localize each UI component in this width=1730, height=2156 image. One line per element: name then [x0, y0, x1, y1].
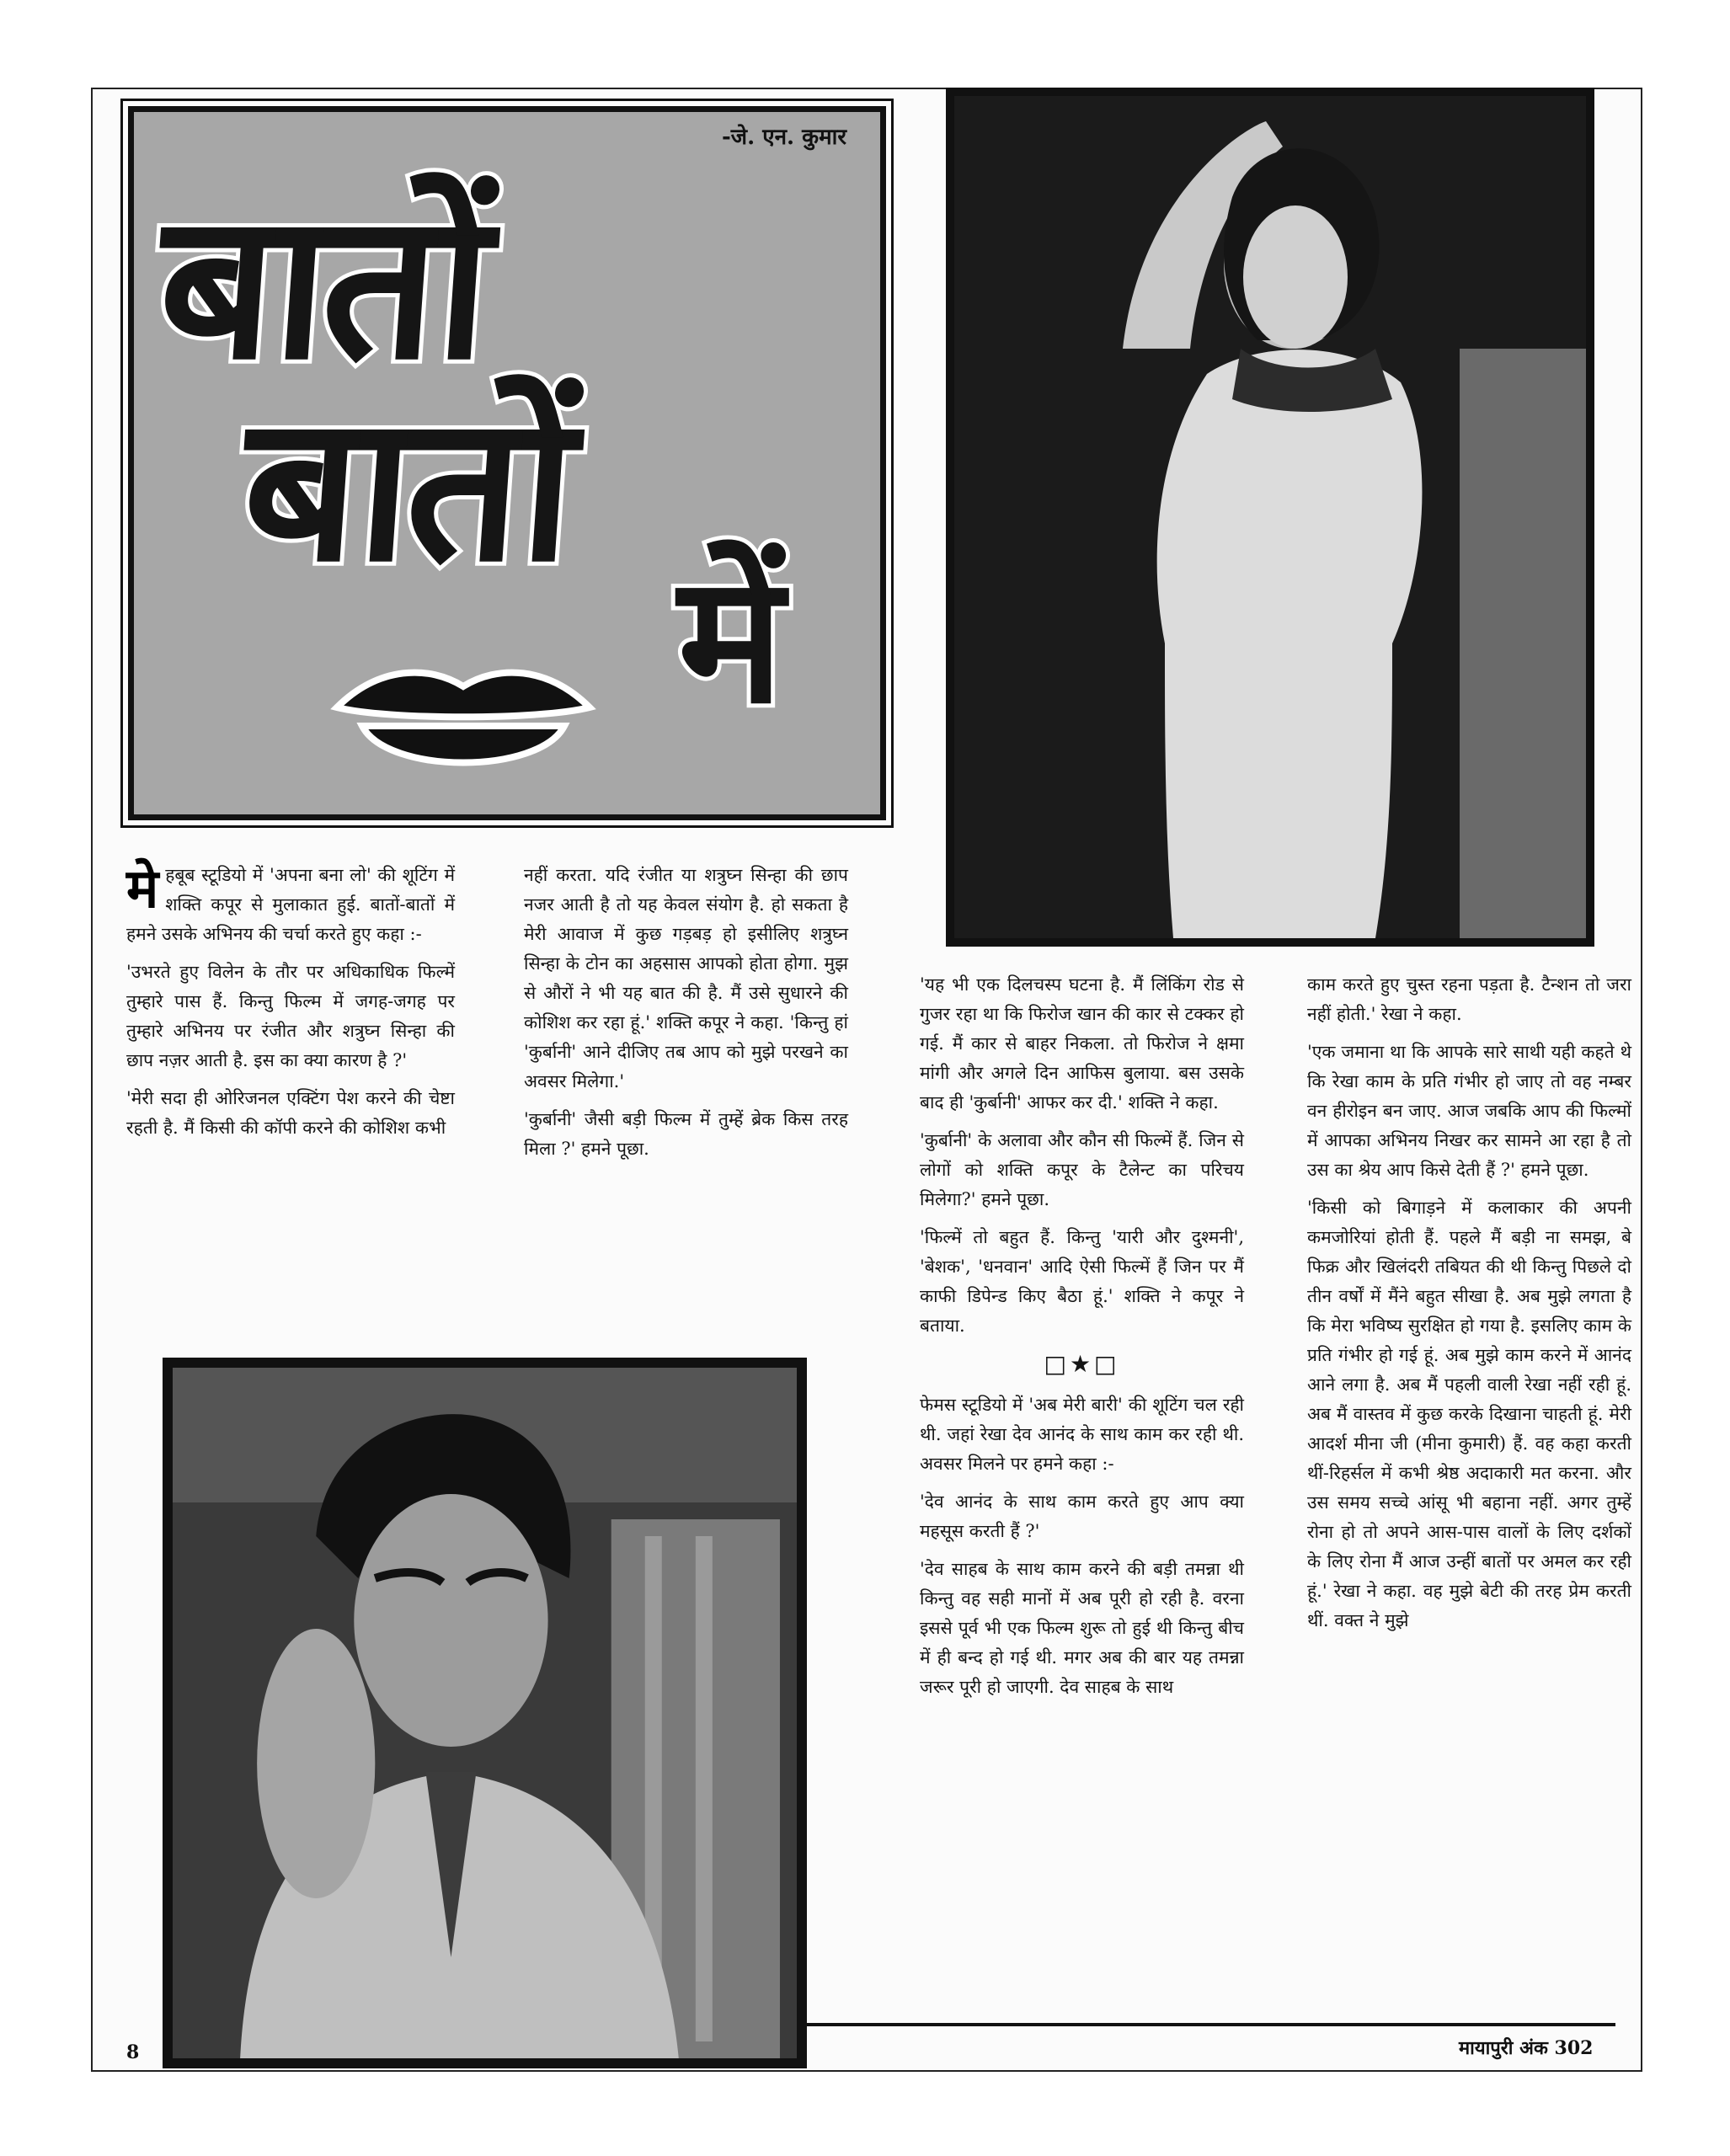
title-word-3: में	[678, 536, 779, 743]
paragraph: मेहबूब स्टूडियो में 'अपना बना लो' की शूटिंग में शक्ति कपूर से मुलाकात हुई. बातों-बातों में हमने उसके अभिनय की चर्चा करते हुए कहा :-	[126, 857, 455, 944]
issue-label: मायापुरी अंक 302	[1459, 2037, 1594, 2059]
lips-icon	[328, 648, 598, 783]
photo-rekha	[946, 88, 1594, 947]
byline: -जे. एन. कुमार	[722, 125, 846, 150]
paragraph: नहीं करता. यदि रंजीत या शत्रुघ्न सिन्हा की छाप नजर आती है तो यह केवल संयोग है. हो सकता है मेरी आवाज में कुछ गड़बड़ हो इसीलिए शत्रुघ्न सिन्हा के टोन का अहसास आपको होता होगा. मुझ से औरों ने भी यह बात की है. मैं उसे सुधारने की कोशिश कर रहा हूं.' शक्ति कपूर ने कहा. 'किन्तु हां 'कुर्बानी' आने दीजिए तब आप को मुझे परखने का अवसर मिलेगा.'	[524, 865, 848, 1091]
column-3	[920, 970, 1244, 1710]
paragraph: 'किसी को बिगाड़ने में कलाकार की अपनी कमजोरियां होती हैं. पहले मैं बड़ी ना समझ, बे फिक्र और खिलंदरी तबियत की थी किन्तु पिछले दो तीन वर्षों में मैंने बहुत सीखा है. अब मुझे लगता है कि मेरा भविष्य सुरक्षित हो गया है. इसलिए काम के प्रति गंभीर हो गई हूं. अब मुझे काम करने में आनंद आने लगा है. अब मैं पहली वाली रेखा नहीं रही हूं. अब मैं वास्तव में कुछ करके दिखाना चाहती हूं. मेरी आदर्श मीना जी (मीना कुमारी) हैं. वह कहा करती थीं-रिहर्सल में कभी श्रेष्ठ अदाकारी मत करना. और उस समय सच्चे आंसू भी बहाना नहीं. अगर तुम्हें रोना हो तो अपने आस-पास वालों के लिए दर्शकों के लिए रोना मैं आज उन्हीं बातों पर अमल कर रही हूं.' रेखा ने कहा. वह मुझे बेटी की तरह प्रेम करती थीं. वक्त ने मुझे	[1307, 1198, 1631, 1630]
column-4	[1307, 970, 1631, 1644]
title-word-1: बातों	[152, 168, 494, 404]
title-word-2: बातों	[236, 371, 578, 606]
paragraph: 'एक जमाना था कि आपके सारे साथी यही कहते थे कि रेखा काम के प्रति गंभीर हो जाए तो वह नम्बर वन हीरोइन बन जाए. आज जबकि आप की फिल्मों में आपका अभिनय निखर कर सामने आ रहा है तो उस का श्रेय आप किसे देती हैं ?' हमने पूछा.	[1307, 1042, 1631, 1180]
paragraph: 'कुर्बानी' के अलावा और कौन सी फिल्में हैं. जिन से लोगों को शक्ति कपूर के टैलेन्ट का परिचय मिलेगा?' हमने पूछा.	[920, 1130, 1244, 1209]
paragraph: काम करते हुए चुस्त रहना पड़ता है. टैन्शन तो जरा नहीं होती.' रेखा ने कहा.	[1307, 974, 1631, 1024]
paragraph: फेमस स्टूडियो में 'अब मेरी बारी' की शूटिंग चल रही थी. जहां रेखा देव आनंद के साथ काम कर रही थी. अवसर मिलने पर हमने कहा :-	[920, 1395, 1244, 1474]
page-number: 8	[126, 2041, 140, 2063]
paragraph: 'यह भी एक दिलचस्प घटना है. मैं लिंकिंग रोड से गुजर रहा था कि फिरोज खान की कार से टक्कर हो गई. मैं कार से बाहर निकला. तो फिरोज ने क्षमा मांगी और अगले दिन आफिस बुलाया. बस उसके बाद ही 'कुर्बानी' आफर कर दी.' शक्ति ने कहा.	[920, 974, 1244, 1113]
paragraph: 'कुर्बानी' जैसी बड़ी फिल्म में तुम्हें ब्रेक किस तरह मिला ?' हमने पूछा.	[524, 1109, 848, 1159]
paragraph: 'फिल्में तो बहुत हैं. किन्तु 'यारी और दुश्मनी', 'बेशक', 'धनवान' आदि ऐसी फिल्में हैं जिन पर मैं काफी डिपेन्ड किए बैठा हूं.' शक्ति ने कपूर ने बताया.	[920, 1227, 1244, 1336]
footer-rule	[807, 2023, 1615, 2026]
drop-cap: मे	[126, 857, 159, 921]
paragraph: 'देव आनंद के साथ काम करते हुए आप क्या महसूस करती हैं ?'	[920, 1492, 1244, 1541]
photo-shakti-kapoor	[163, 1358, 807, 2068]
section-ornament: □★□	[1044, 1350, 1120, 1378]
column-2	[524, 861, 848, 1172]
paragraph: 'मेरी सदा ही ओरिजनल एक्टिंग पेश करने की चेष्टा रहती है. मैं किसी की कॉपी करने की कोशिश कभी	[126, 1088, 455, 1138]
paragraph: 'देव साहब के साथ काम करने की बड़ी तमन्ना थी किन्तु वह सही मानों में अब पूरी हो रही है. वरना इससे पूर्व भी एक फिल्म शुरू तो हुई थी किन्तु बीच में ही बन्द हो गई थी. मगर अब की बार यह तमन्ना जरूर पूरी हो जाएगी. देव साहब के साथ	[920, 1559, 1244, 1697]
paragraph: 'उभरते हुए विलेन के तौर पर अधिकाधिक फिल्में तुम्हारे पास हैं. किन्तु फिल्म में जगह-जगह पर तुम्हारे अभिनय पर रंजीत और शत्रुघ्न सिन्हा की छाप नज़र आती है. इस का क्या कारण है ?'	[126, 962, 455, 1070]
column-1	[126, 857, 455, 1151]
